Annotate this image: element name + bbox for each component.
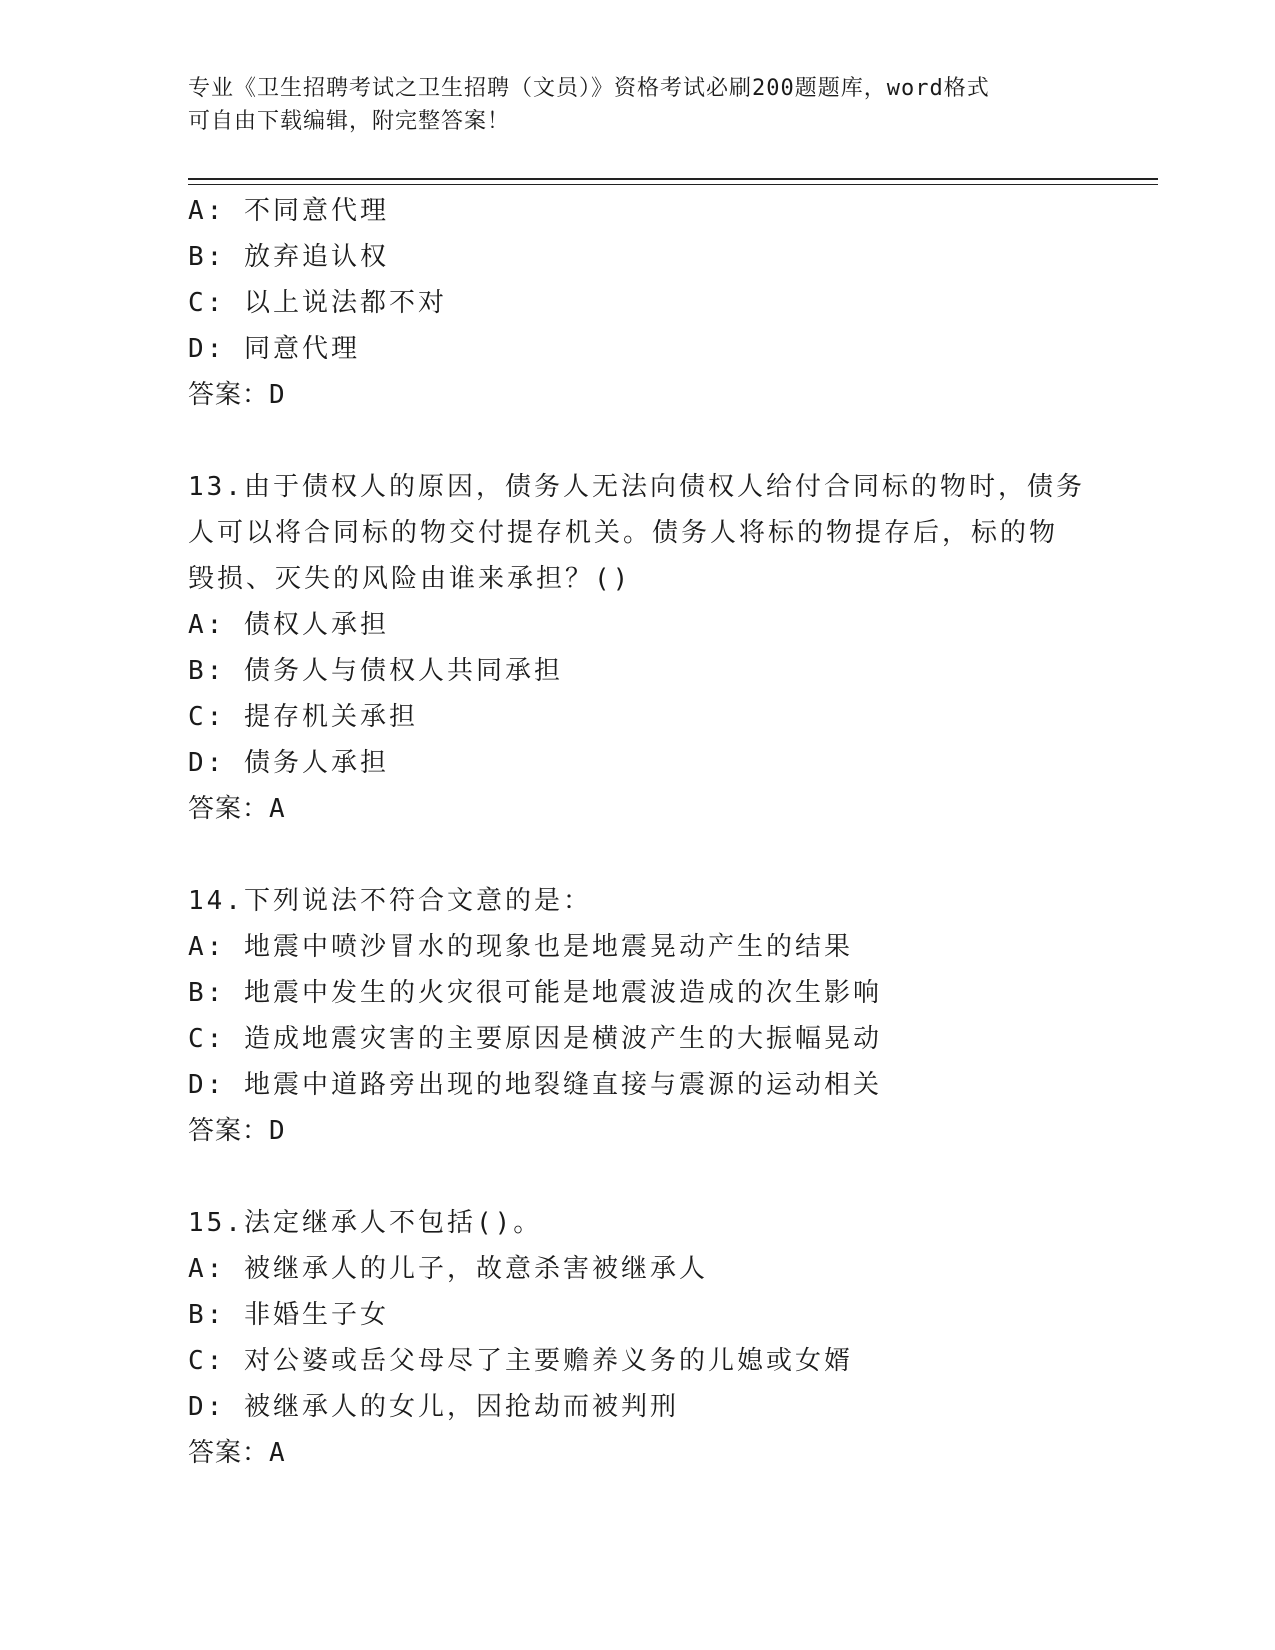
option-a: A: 地震中喷沙冒水的现象也是地震晃动产生的结果 [188, 932, 853, 962]
option-a: A: 不同意代理 [188, 196, 389, 226]
document-header [188, 72, 1088, 138]
question-stem-line: 14.下列说法不符合文意的是： [188, 886, 592, 916]
answer: 答案：A [188, 1438, 286, 1468]
question-12 [188, 188, 1088, 418]
option-b: B: 债务人与债权人共同承担 [188, 656, 563, 686]
spacer [188, 418, 1088, 464]
option-d: D: 同意代理 [188, 334, 360, 364]
option-a: A: 债权人承担 [188, 610, 389, 640]
answer: 答案：A [188, 794, 286, 824]
question-stem-line: 15.法定继承人不包括()。 [188, 1208, 543, 1238]
header-line-2: 可自由下载编辑，附完整答案！ [188, 109, 511, 134]
option-b: B: 非婚生子女 [188, 1300, 389, 1330]
option-d: D: 被继承人的女儿，因抢劫而被判刑 [188, 1392, 679, 1422]
question-stem-line: 13.由于债权人的原因，债务人无法向债权人给付合同标的物时，债务 [188, 472, 1085, 502]
question-stem-line: 人可以将合同标的物交付提存机关。债务人将标的物提存后，标的物 [188, 518, 1059, 548]
question-list [188, 188, 1088, 1476]
option-c: C: 造成地震灾害的主要原因是横波产生的大振幅晃动 [188, 1024, 882, 1054]
option-d: D: 债务人承担 [188, 748, 389, 778]
option-d: D: 地震中道路旁出现的地裂缝直接与震源的运动相关 [188, 1070, 882, 1100]
spacer [188, 1154, 1088, 1200]
option-a: A: 被继承人的儿子，故意杀害被继承人 [188, 1254, 708, 1284]
question-15 [188, 1200, 1088, 1476]
answer: 答案：D [188, 380, 286, 410]
question-13 [188, 464, 1088, 832]
option-c: C: 以上说法都不对 [188, 288, 447, 318]
answer: 答案：D [188, 1116, 286, 1146]
option-c: C: 对公婆或岳父母尽了主要赡养义务的儿媳或女婿 [188, 1346, 853, 1376]
option-b: B: 放弃追认权 [188, 242, 389, 272]
header-divider-thin [188, 184, 1158, 185]
header-line-1: 专业《卫生招聘考试之卫生招聘（文员）》资格考试必刷200题题库，word格式 [188, 76, 990, 101]
option-c: C: 提存机关承担 [188, 702, 418, 732]
spacer [188, 832, 1088, 878]
question-stem-line: 毁损、灭失的风险由谁来承担？() [188, 564, 632, 594]
header-divider [188, 178, 1158, 180]
question-14 [188, 878, 1088, 1154]
option-b: B: 地震中发生的火灾很可能是地震波造成的次生影响 [188, 978, 882, 1008]
